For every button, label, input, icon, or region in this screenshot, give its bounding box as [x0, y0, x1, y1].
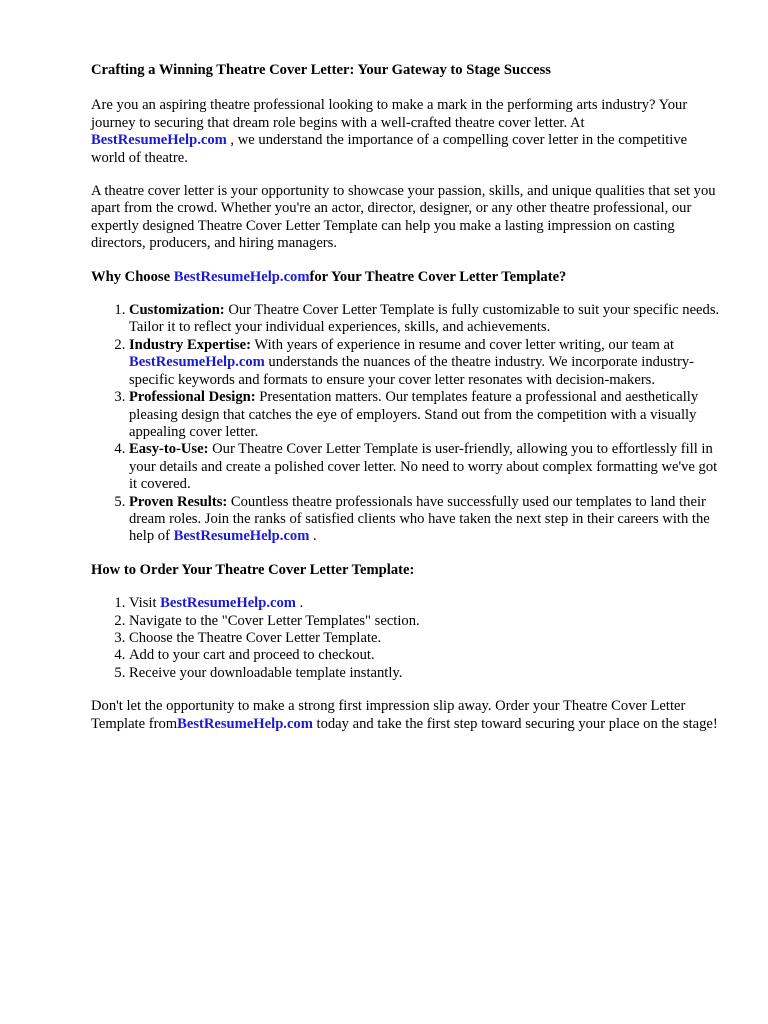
list-item — [129, 302, 721, 337]
why-choose-list — [91, 302, 721, 546]
list-item — [129, 389, 721, 441]
why-choose-heading — [91, 269, 721, 286]
why-heading-after: for Your Theatre Cover Letter Template? — [309, 268, 567, 285]
brand-link[interactable]: BestResumeHelp.com — [91, 132, 227, 149]
list-item: 3. Choose the Theatre Cover Letter Template. — [129, 630, 721, 647]
item-title: Industry Expertise: — [129, 336, 252, 353]
list-item — [129, 494, 721, 546]
how-to-order-heading: How to Order Your Theatre Cover Letter Template: — [91, 561, 415, 578]
item-title: Professional Design: — [129, 389, 256, 406]
closing-text-before: Don't let the opportunity to make a strong first impression slip away. Order your Theatre Cover Letter Template from — [91, 698, 686, 732]
list-item — [129, 337, 721, 389]
brand-link[interactable]: BestResumeHelp.com — [173, 528, 310, 545]
description-paragraph: A theatre cover letter is your opportunity to showcase your passion, skills, and unique qualities that set you apart from the crowd. Whether you're an actor, director, designer, or any other theatre professional, our expertly designed Theatre Cover Letter Template can help you make a lasting impression on casting directors, producers, and hiring managers. — [91, 183, 716, 252]
item-text-before: With years of experience in resume and cover letter writing, our team at — [251, 336, 675, 353]
intro-paragraph — [91, 97, 721, 167]
closing-paragraph — [91, 698, 721, 733]
item-text-after: understands the nuances of the theatre industry. We incorporate industry-specific keywords and formats to ensure your cover letter resonates with decision-makers. — [129, 354, 694, 388]
item-text-before: Countless theatre professionals have successfully used our templates to land their dream roles. Join the ranks of satisfied clients who have taken the next step in their careers with the help of — [129, 493, 710, 545]
closing-text-after: today and take the first step toward securing your place on the stage! — [312, 715, 718, 732]
document-page — [91, 62, 721, 733]
intro-text-after: , we understand the importance of a compelling cover letter in the competitive world of theatre. — [91, 132, 688, 166]
item-text: Our Theatre Cover Letter Template is fully customizable to suit your specific needs. Tailor it to reflect your individual experiences, skills, and achievements. — [129, 302, 720, 336]
list-item — [129, 595, 721, 612]
item-text-after: . — [309, 528, 317, 545]
order-steps-list — [91, 595, 721, 682]
item-title: Customization: — [129, 302, 225, 319]
list-item: 5. Receive your downloadable template instantly. — [129, 665, 721, 682]
brand-link[interactable]: BestResumeHelp.com — [160, 595, 296, 612]
step-text-after: . — [295, 595, 304, 612]
item-text: Presentation matters. Our templates feature a professional and aesthetically pleasing design that catches the eye of employers. Stand out from the competition with a visually appealing cover letter. — [129, 389, 699, 440]
intro-text-before: Are you an aspiring theatre professional looking to make a mark in the performing arts industry? Your journey to securing that dream role begins with a well-crafted theatre cover letter. At — [91, 97, 688, 131]
document-title: Crafting a Winning Theatre Cover Letter: Your Gateway to Stage Success — [91, 62, 551, 78]
step-text-before: Visit — [129, 595, 161, 612]
item-title: Easy-to-Use: — [129, 441, 209, 458]
list-item — [129, 441, 721, 493]
item-title: Proven Results: — [129, 493, 228, 510]
list-item: 2. Navigate to the "Cover Letter Templates" section. — [129, 613, 721, 630]
brand-link[interactable]: BestResumeHelp.com — [173, 268, 310, 285]
why-heading-before: Why Choose — [91, 268, 174, 285]
brand-link[interactable]: BestResumeHelp.com — [177, 715, 313, 732]
item-text: Our Theatre Cover Letter Template is user-friendly, allowing you to effortlessly fill in your details and create a polished cover letter. No need to worry about complex formatting we've got it covered. — [129, 441, 718, 493]
brand-link[interactable]: BestResumeHelp.com — [129, 354, 265, 371]
list-item: 4. Add to your cart and proceed to checkout. — [129, 647, 721, 664]
